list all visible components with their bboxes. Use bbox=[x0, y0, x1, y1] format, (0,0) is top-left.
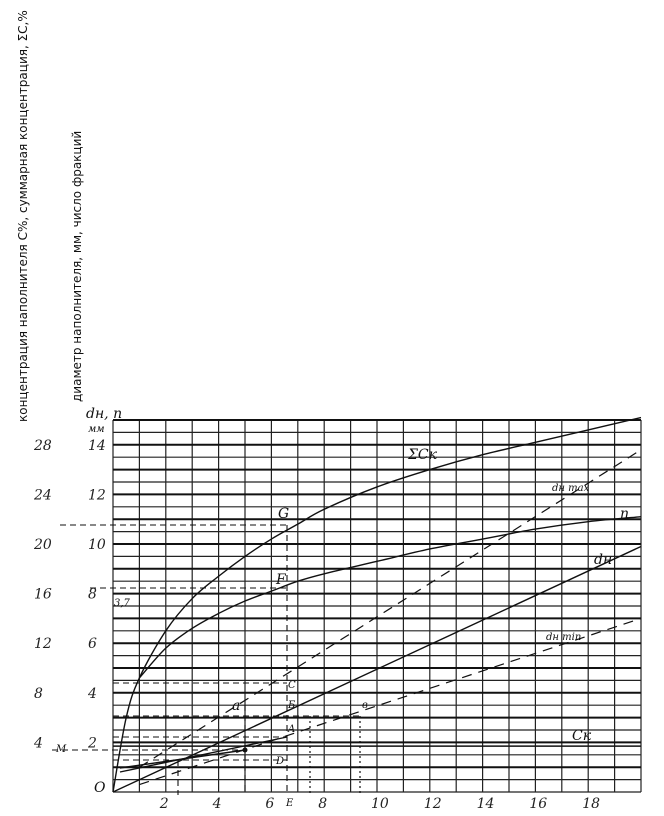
series-label-d: dн bbox=[594, 552, 613, 568]
series-d-max bbox=[139, 450, 641, 767]
series-n bbox=[139, 517, 641, 678]
y-outer-tick-label: 8 bbox=[34, 685, 43, 702]
y-outer-tick-label: 4 bbox=[34, 735, 43, 752]
y-inner-tick-label: 14 bbox=[88, 437, 106, 454]
point-label-c: C bbox=[288, 680, 296, 691]
y-outer-tick-label: 28 bbox=[34, 437, 52, 454]
y-outer-tick-label: 16 bbox=[34, 586, 52, 603]
grid bbox=[113, 420, 641, 792]
point-label-a: a bbox=[232, 698, 241, 714]
series-label-dmin: dн min bbox=[546, 632, 582, 643]
x-tick-label: 6 bbox=[265, 796, 275, 812]
point-label-g: G bbox=[278, 506, 290, 522]
point-label-a-upper: A bbox=[288, 724, 296, 735]
x-tick-label: 10 bbox=[371, 796, 389, 812]
x-tick-label: 16 bbox=[529, 796, 548, 812]
point-label-v: в bbox=[362, 700, 368, 711]
series-label-ck: Cк bbox=[572, 728, 592, 744]
x-tick-label: 14 bbox=[476, 796, 495, 812]
corner-axis-label: dн, n bbox=[86, 406, 123, 422]
x-tick-label: 8 bbox=[318, 796, 328, 812]
point-label-m: M bbox=[56, 744, 67, 755]
series-label-sumc: ΣCк bbox=[408, 447, 437, 463]
y-outer-tick-label: 24 bbox=[34, 487, 52, 504]
point-label-f: F bbox=[276, 572, 286, 588]
point-label-d: D bbox=[276, 756, 285, 767]
y-inner-tick-label: 8 bbox=[88, 586, 97, 603]
y-outer-tick-label: 12 bbox=[34, 636, 52, 653]
x-tick-label: 12 bbox=[423, 796, 442, 812]
point-label-e: E bbox=[286, 798, 294, 809]
point-m-marker bbox=[243, 748, 248, 753]
y-inner-tick-label: 2 bbox=[88, 735, 97, 752]
x-tick-label: 2 bbox=[159, 796, 169, 812]
corner-axis-unit: мм bbox=[88, 424, 105, 435]
y-inner-tick-label: 6 bbox=[88, 636, 97, 653]
x-tick-label: 4 bbox=[212, 796, 222, 812]
point-label-o: O bbox=[94, 780, 106, 796]
y-inner-tick-label: 12 bbox=[88, 487, 106, 504]
x-tick-label: 18 bbox=[582, 796, 601, 812]
value-label-3-7: 3,7 bbox=[114, 598, 130, 609]
outer-y-axis-label: концентрация наполнителя С%, суммарная концентрация, ΣС,% bbox=[16, 10, 30, 422]
point-label-b: Б bbox=[288, 700, 296, 711]
inner-y-axis-label: диаметр наполнителя, мм, число фракций bbox=[70, 130, 84, 402]
y-inner-tick-label: 4 bbox=[88, 685, 97, 702]
series-label-dmax: dн max bbox=[552, 483, 590, 494]
series-label-n: n bbox=[620, 506, 630, 522]
y-inner-tick-label: 10 bbox=[88, 537, 106, 553]
y-outer-tick-label: 20 bbox=[34, 537, 52, 553]
